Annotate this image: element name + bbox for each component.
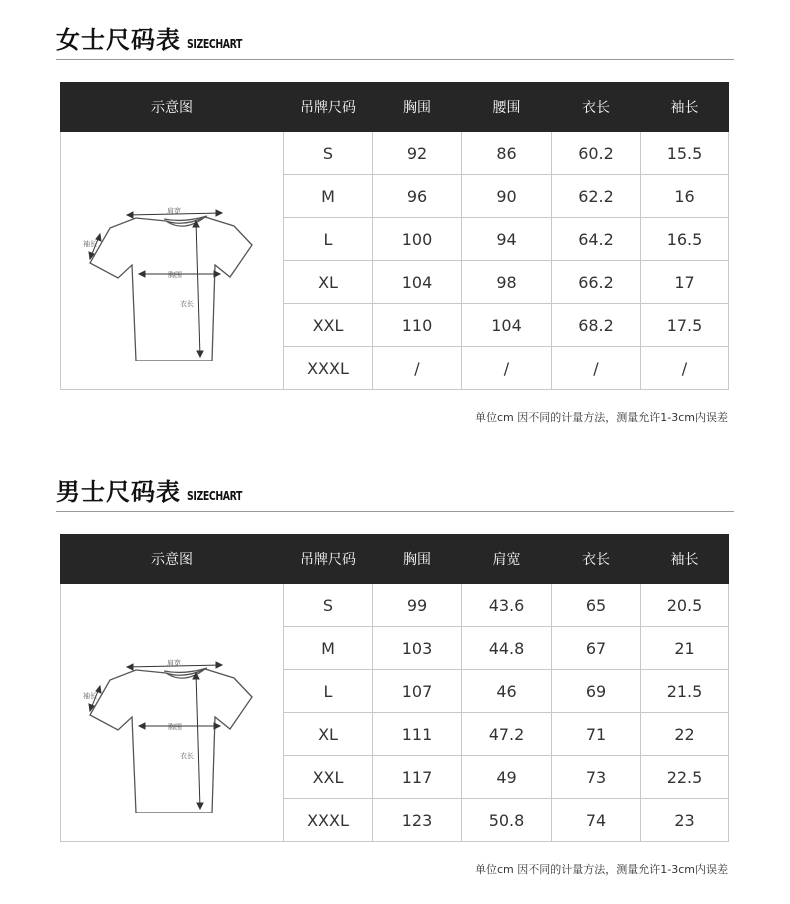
cell-length: 71 bbox=[552, 713, 641, 756]
cell-chest: 117 bbox=[373, 756, 462, 799]
cell-size: XL bbox=[284, 713, 373, 756]
cell-chest: 110 bbox=[373, 304, 462, 347]
cell-size: XXL bbox=[284, 756, 373, 799]
cell-chest: 103 bbox=[373, 627, 462, 670]
cell-chest: 104 bbox=[373, 261, 462, 304]
header-sleeve: 袖长 bbox=[641, 83, 729, 132]
cell-chest: 92 bbox=[373, 132, 462, 175]
header-chest: 胸围 bbox=[373, 535, 462, 584]
cell-waist: 94 bbox=[462, 218, 552, 261]
men-title: 男士尺码表 bbox=[56, 478, 181, 506]
cell-length: 66.2 bbox=[552, 261, 641, 304]
table-row bbox=[61, 132, 729, 175]
tshirt-diagram-icon bbox=[72, 613, 272, 813]
table-header-row bbox=[61, 535, 729, 584]
cell-size: L bbox=[284, 670, 373, 713]
cell-size: XXL bbox=[284, 304, 373, 347]
diagram-label-sleeve: 袖长 bbox=[83, 691, 97, 700]
cell-waist: / bbox=[462, 347, 552, 390]
cell-sleeve: 21 bbox=[641, 627, 729, 670]
cell-length: 69 bbox=[552, 670, 641, 713]
header-chest: 胸围 bbox=[373, 83, 462, 132]
tshirt-diagram-icon bbox=[72, 161, 272, 361]
cell-length: 60.2 bbox=[552, 132, 641, 175]
women-title-en: SIZECHART bbox=[187, 37, 243, 51]
cell-chest: 96 bbox=[373, 175, 462, 218]
header-length: 衣长 bbox=[552, 83, 641, 132]
cell-waist: 86 bbox=[462, 132, 552, 175]
cell-sleeve: / bbox=[641, 347, 729, 390]
women-title-divider bbox=[56, 59, 734, 60]
diagram-label-chest: 胸围 bbox=[168, 722, 182, 731]
women-title-row bbox=[56, 20, 258, 56]
cell-length: 74 bbox=[552, 799, 641, 842]
header-sleeve: 袖长 bbox=[641, 535, 729, 584]
cell-chest: 123 bbox=[373, 799, 462, 842]
cell-length: 68.2 bbox=[552, 304, 641, 347]
cell-sleeve: 22 bbox=[641, 713, 729, 756]
men-measurement-note: 单位cm 因不同的计量方法，测量允许1-3cm内误差 bbox=[475, 863, 728, 876]
diagram-label-chest: 胸围 bbox=[168, 270, 182, 279]
diagram-label-shoulder: 肩宽 bbox=[167, 658, 181, 667]
cell-size: XXXL bbox=[284, 799, 373, 842]
cell-sleeve: 22.5 bbox=[641, 756, 729, 799]
cell-size: S bbox=[284, 584, 373, 627]
cell-waist: 90 bbox=[462, 175, 552, 218]
cell-size: S bbox=[284, 132, 373, 175]
cell-length: 65 bbox=[552, 584, 641, 627]
cell-shoulder: 50.8 bbox=[462, 799, 552, 842]
cell-shoulder: 44.8 bbox=[462, 627, 552, 670]
cell-sleeve: 21.5 bbox=[641, 670, 729, 713]
header-waist: 腰围 bbox=[462, 83, 552, 132]
header-shoulder: 肩宽 bbox=[462, 535, 552, 584]
cell-sleeve: 16.5 bbox=[641, 218, 729, 261]
header-tag-size: 吊牌尺码 bbox=[284, 535, 373, 584]
cell-waist: 104 bbox=[462, 304, 552, 347]
cell-length: 62.2 bbox=[552, 175, 641, 218]
cell-length: 73 bbox=[552, 756, 641, 799]
men-size-table bbox=[60, 534, 729, 842]
cell-sleeve: 23 bbox=[641, 799, 729, 842]
header-length: 衣长 bbox=[552, 535, 641, 584]
cell-size: XL bbox=[284, 261, 373, 304]
cell-chest: 99 bbox=[373, 584, 462, 627]
women-measurement-note: 单位cm 因不同的计量方法，测量允许1-3cm内误差 bbox=[475, 411, 728, 424]
men-title-divider bbox=[56, 511, 734, 512]
women-title: 女士尺码表 bbox=[56, 26, 181, 54]
men-title-en: SIZECHART bbox=[187, 489, 243, 503]
cell-chest: 100 bbox=[373, 218, 462, 261]
cell-size: XXXL bbox=[284, 347, 373, 390]
cell-shoulder: 43.6 bbox=[462, 584, 552, 627]
table-header-row bbox=[61, 83, 729, 132]
cell-sleeve: 15.5 bbox=[641, 132, 729, 175]
cell-size: L bbox=[284, 218, 373, 261]
cell-length: 67 bbox=[552, 627, 641, 670]
cell-chest: 107 bbox=[373, 670, 462, 713]
cell-shoulder: 46 bbox=[462, 670, 552, 713]
table-row bbox=[61, 584, 729, 627]
cell-sleeve: 17.5 bbox=[641, 304, 729, 347]
header-diagram: 示意图 bbox=[61, 83, 284, 132]
diagram-label-shoulder: 肩宽 bbox=[167, 206, 181, 215]
cell-shoulder: 49 bbox=[462, 756, 552, 799]
cell-size: M bbox=[284, 175, 373, 218]
diagram-label-sleeve: 袖长 bbox=[83, 239, 97, 248]
tshirt-diagram-cell bbox=[61, 132, 284, 390]
diagram-label-length: 衣长 bbox=[180, 751, 194, 760]
cell-waist: 98 bbox=[462, 261, 552, 304]
cell-size: M bbox=[284, 627, 373, 670]
diagram-label-length: 衣长 bbox=[180, 299, 194, 308]
cell-sleeve: 16 bbox=[641, 175, 729, 218]
cell-sleeve: 20.5 bbox=[641, 584, 729, 627]
header-diagram: 示意图 bbox=[61, 535, 284, 584]
men-title-row bbox=[56, 472, 258, 508]
women-size-table bbox=[60, 82, 729, 390]
cell-shoulder: 47.2 bbox=[462, 713, 552, 756]
header-tag-size: 吊牌尺码 bbox=[284, 83, 373, 132]
cell-chest: 111 bbox=[373, 713, 462, 756]
tshirt-diagram-cell bbox=[61, 584, 284, 842]
cell-length: / bbox=[552, 347, 641, 390]
cell-chest: / bbox=[373, 347, 462, 390]
cell-length: 64.2 bbox=[552, 218, 641, 261]
cell-sleeve: 17 bbox=[641, 261, 729, 304]
